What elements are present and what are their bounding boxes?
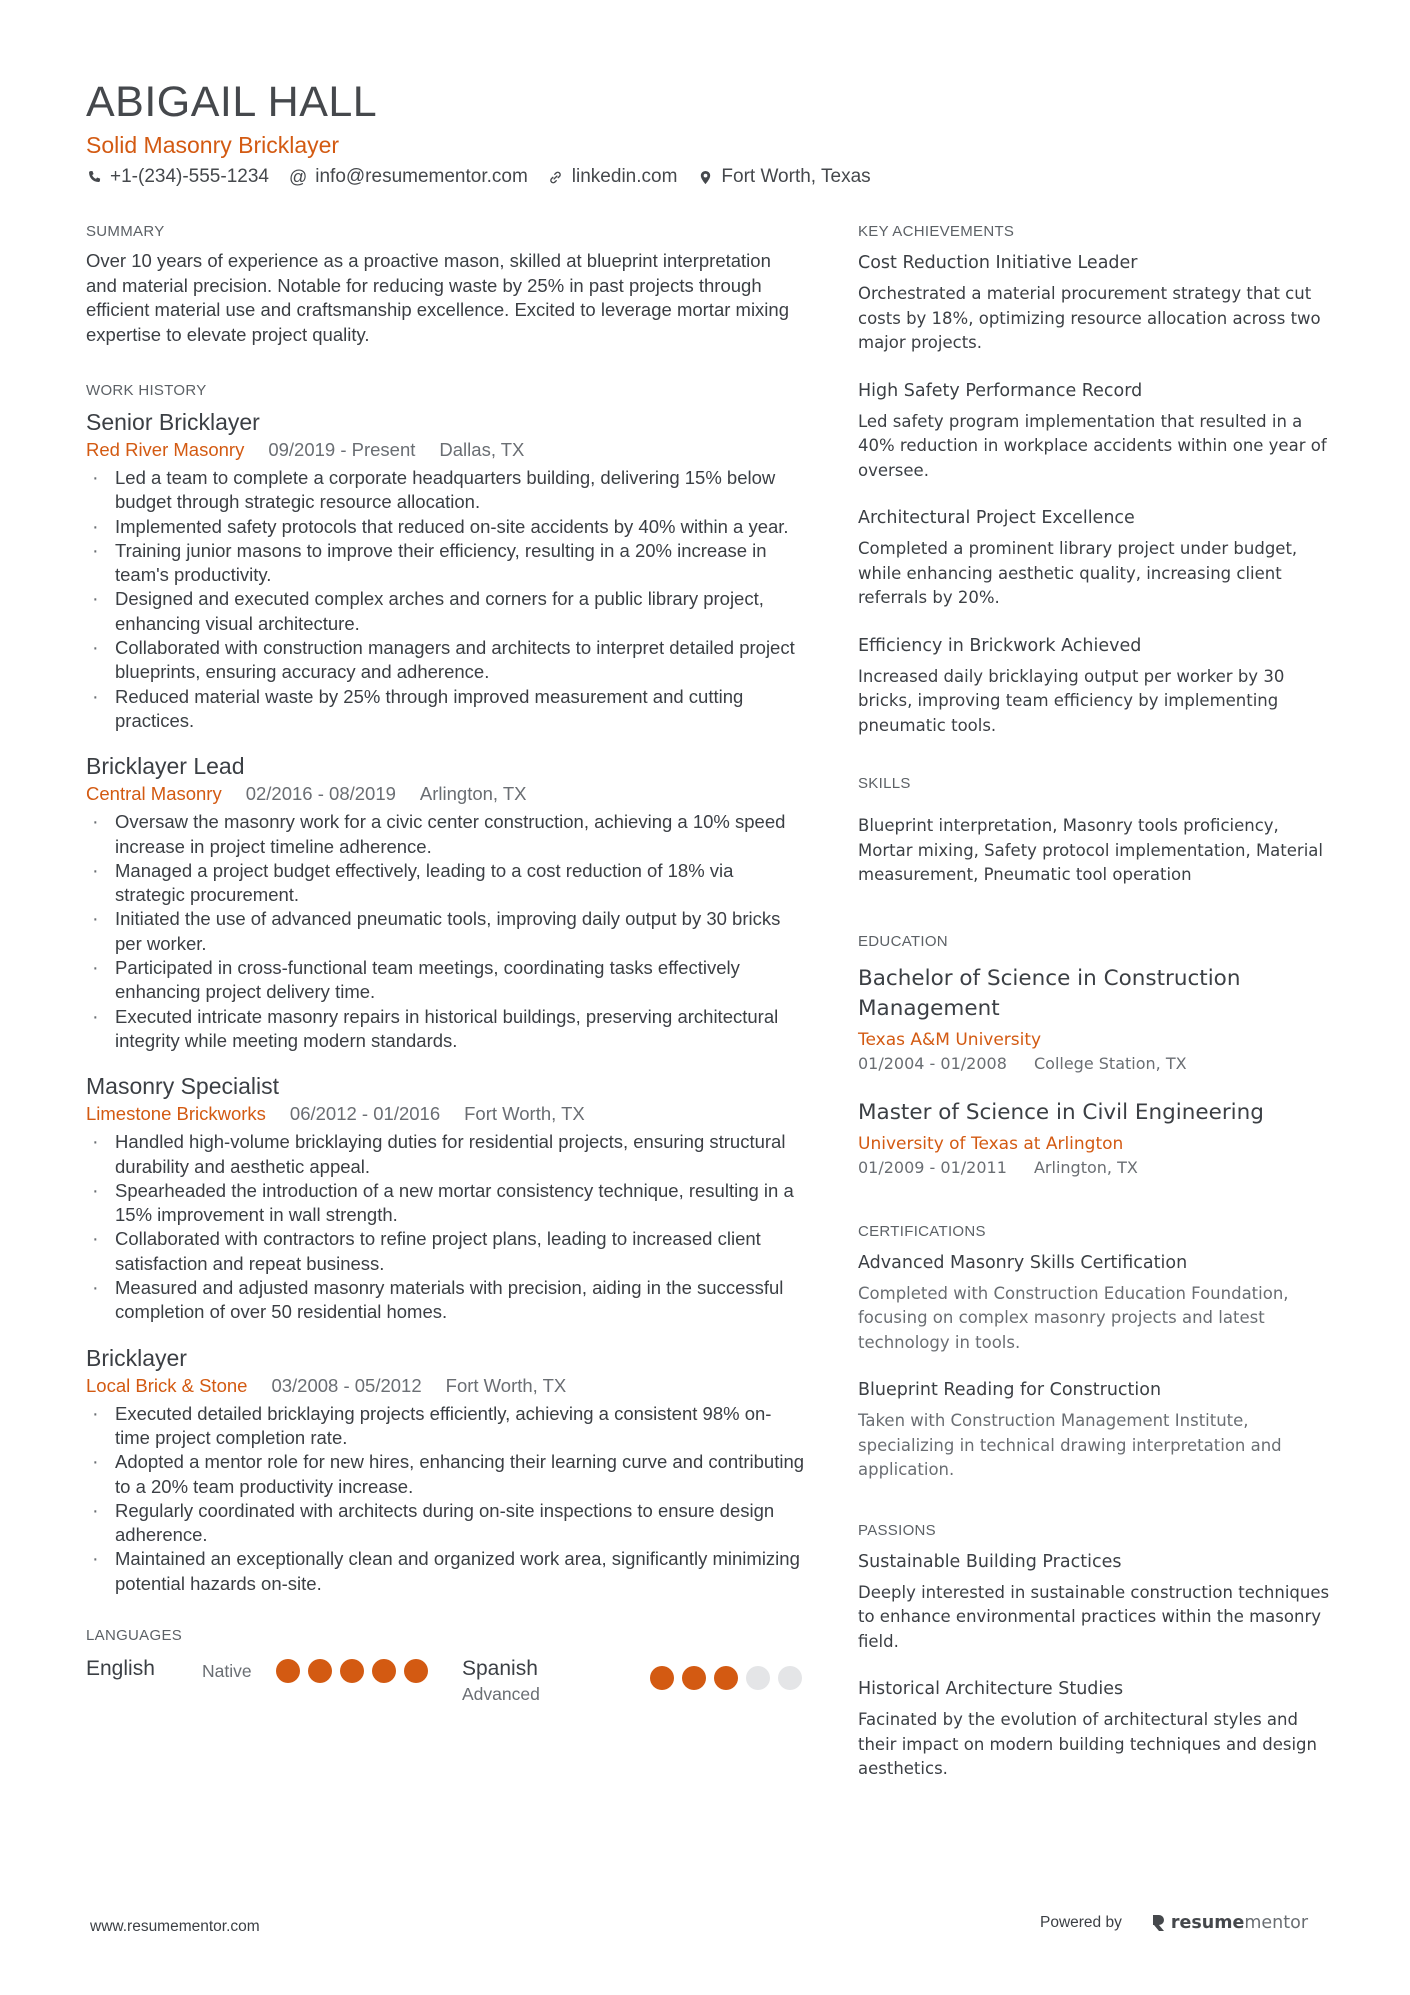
rating-dot-filled [714,1666,738,1690]
job-bullets [86,466,806,733]
phone-icon [86,169,102,185]
language-spanish [462,1656,540,1706]
summary-section [86,222,806,347]
contact-email[interactable] [289,166,528,188]
job-dates: 03/2008 - 05/2012 [271,1374,422,1396]
resume-header [86,76,1326,188]
job-meta [86,438,806,462]
passion-item [858,1676,1338,1782]
job-bullet: · Implemented safety protocols that reduced on-site accidents by 40% within a year. [86,515,806,539]
languages-heading: LANGUAGES [86,1626,183,1644]
contact-bar [86,166,1326,188]
job-bullet: · Handled high-volume bricklaying duties for residential projects, ensuring structural durability and aesthetic appeal. [86,1130,806,1179]
job-position: Bricklayer [86,1344,187,1371]
certification-item [858,1250,1338,1356]
contact-location [697,166,870,188]
achievement-title: High Safety Performance Record [858,380,1143,401]
achievement-desc: Completed a prominent library project under budget, while enhancing aesthetic quality, increasing client referrals by 20%. [858,539,1298,607]
job-bullet: · Reduced material waste by 25% through improved measurement and cutting practices. [86,685,806,734]
job-bullet: · Maintained an exceptionally clean and organized work area, significantly minimizing potential hazards on-site. [86,1547,806,1596]
brand-logo-icon [1152,1914,1166,1932]
passions-section [858,1521,1338,1782]
achievement-title: Cost Reduction Initiative Leader [858,253,1138,273]
job-position: Masonry Specialist [86,1073,280,1100]
work-history-heading: WORK HISTORY [86,382,207,399]
job-location: Fort Worth, TX [464,1103,585,1125]
contact-linkedin[interactable] [548,166,678,188]
job-meta [86,782,806,806]
education-heading: EDUCATION [858,932,948,950]
job-entry [86,1343,806,1596]
achievement-item [858,378,1338,484]
rating-dot-empty [746,1666,770,1690]
passion-title: Sustainable Building Practices [858,1551,1122,1572]
job-title: Solid Masonry Bricklayer [86,132,340,158]
at-icon: @ [288,166,308,187]
rating-dot-filled [276,1659,300,1683]
languages-section [86,1626,806,1706]
certification-desc: Completed with Construction Education Foundation, focusing on complex masonry projects and latest technology in tools. [858,1283,1289,1352]
job-entry [86,751,806,1053]
rating-dot-filled [340,1659,364,1683]
contact-linkedin-text: linkedin.com [571,166,678,187]
achievement-desc: Orchestrated a material procurement strategy that cut costs by 18%, optimizing resource allocation across two major projects. [858,284,1321,352]
job-bullet: · Regularly coordinated with architects during on-site inspections to ensure design adherence. [86,1499,806,1548]
certification-item [858,1377,1338,1483]
summary-text: Over 10 years of experience as a proactive mason, skilled at blueprint interpretation and material precision. Notable for reducing waste by 25% in past projects through efficient material use and craftsmanship excellence. Excited to leverage mortar mixing expertise to elevate project quality. [86,250,789,345]
language-rating [276,1659,436,1683]
achievement-item [858,505,1338,611]
education-degree: Master of Science in Civil Engineering [858,1099,1264,1125]
job-bullet: · Training junior masons to improve their efficiency, resulting in a 20% increase in team's productivity. [86,539,806,588]
languages-row [86,1656,806,1706]
footer-powered-by [1040,1913,1308,1933]
job-bullets [86,1402,806,1596]
job-entry [86,1071,806,1324]
job-bullet: · Executed detailed bricklaying projects efficiently, achieving a consistent 98% on-time project completion rate. [86,1402,806,1451]
contact-email-text: info@resumementor.com [315,166,528,187]
language-english [86,1656,155,1682]
job-location: Dallas, TX [439,439,525,460]
link-icon [548,169,564,185]
job-location: Fort Worth, TX [445,1374,567,1396]
skills-section [858,774,1338,888]
passion-desc: Facinated by the evolution of architectural styles and their impact on modern building techniques and design aesthetics. [858,1710,1317,1778]
job-bullet: · Participated in cross-functional team meetings, coordinating tasks effectively enhancing project delivery time. [86,956,806,1005]
education-meta [858,1052,1338,1076]
powered-by-label: Powered by [1040,1914,1122,1931]
language-name: Spanish [462,1656,538,1680]
job-company: Limestone Brickworks [86,1103,266,1125]
job-company: Central Masonry [86,783,222,805]
job-location: Arlington, TX [419,783,527,805]
education-item [858,964,1338,1076]
certifications-heading: CERTIFICATIONS [858,1222,986,1240]
education-school: Texas A&M University [858,1029,1042,1050]
contact-phone-text: +1-(234)-555-1234 [110,166,269,187]
certification-title: Blueprint Reading for Construction [858,1380,1162,1400]
certification-title: Advanced Masonry Skills Certification [858,1252,1188,1273]
job-bullet: · Collaborated with contractors to refine project plans, leading to increased client satisfaction and repeat business. [86,1227,806,1276]
achievement-title: Architectural Project Excellence [858,508,1135,528]
education-dates: 01/2004 - 01/2008 [858,1053,1007,1073]
job-meta [86,1374,806,1398]
job-company: Local Brick & Stone [86,1374,248,1396]
education-degree: Bachelor of Science in Construction Management [858,965,1241,1021]
job-bullet: · Adopted a mentor role for new hires, enhancing their learning curve and contributing to a 20% team productivity increase. [86,1450,806,1499]
job-dates: 09/2019 - Present [268,439,416,460]
achievement-title: Efficiency in Brickwork Achieved [858,635,1142,656]
education-school: University of Texas at Arlington [858,1133,1124,1154]
left-column [86,222,806,1706]
work-history-section [86,381,806,1596]
job-bullet: · Led a team to complete a corporate headquarters building, delivering 15% below budget through strategic resource allocation. [86,466,806,515]
language-level [202,1659,252,1683]
education-location: Arlington, TX [1033,1157,1138,1177]
rating-dot-filled [308,1659,332,1683]
education-section [858,932,1338,1180]
job-bullet: · Executed intricate masonry repairs in historical buildings, preserving architectural integrity while meeting modern standards. [86,1005,806,1054]
key-achievements-section [858,222,1338,738]
job-bullet: · Initiated the use of advanced pneumatic tools, improving daily output by 30 bricks per worker. [86,907,806,956]
education-meta [858,1156,1338,1180]
brand-logo[interactable] [1152,1913,1308,1933]
job-bullet: · Measured and adjusted masonry materials with precision, aiding in the successful completion of over 50 residential homes. [86,1276,806,1325]
education-item [858,1098,1338,1180]
right-column [858,222,1338,1782]
job-bullets [86,1130,806,1324]
brand-name-part2: mentor [1244,1913,1309,1933]
job-entry [86,407,806,733]
education-location: College Station, TX [1033,1053,1187,1073]
achievement-item [858,633,1338,739]
skills-text: Blueprint interpretation, Masonry tools proficiency, Mortar mixing, Safety protocol implementation, Material measurement, Pneumatic tool operation [858,816,1323,884]
job-dates: 02/2016 - 08/2019 [245,783,396,805]
rating-dot-filled [650,1666,674,1690]
brand-name-part1: resume [1170,1913,1245,1933]
key-achievements-heading: KEY ACHIEVEMENTS [858,223,1015,240]
job-position: Bricklayer Lead [86,753,245,780]
location-pin-icon [697,169,713,185]
summary-heading: SUMMARY [86,223,165,240]
job-bullets [86,810,806,1053]
skills-heading: SKILLS [858,775,911,792]
rating-dot-empty [778,1666,802,1690]
job-dates: 06/2012 - 01/2016 [289,1103,441,1125]
job-meta [86,1102,806,1126]
contact-phone[interactable] [86,166,269,188]
language-name: English [86,1656,155,1680]
language-level-text: Native [202,1660,252,1681]
job-bullet: · Spearheaded the introduction of a new mortar consistency technique, resulting in a 15% improvement in wall strength. [86,1179,806,1228]
education-dates: 01/2009 - 01/2011 [858,1157,1007,1177]
rating-dot-filled [372,1659,396,1683]
achievement-desc: Led safety program implementation that resulted in a 40% reduction in workplace accidents within one year of oversee. [858,411,1327,480]
achievement-desc: Increased daily bricklaying output per worker by 30 bricks, improving team efficiency by implementing pneumatic tools. [858,666,1285,735]
job-bullet: · Collaborated with construction managers and architects to interpret detailed project blueprints, ensuring accuracy and adherence. [86,636,806,685]
job-position: Senior Bricklayer [86,409,260,435]
passion-desc: Deeply interested in sustainable construction techniques to enhance environmental practices within the masonry field. [858,1582,1330,1651]
job-bullet: · Managed a project budget effectively, leading to a cost reduction of 18% via strategic procurement. [86,859,806,908]
job-bullet: · Designed and executed complex arches and corners for a public library project, enhancing visual architecture. [86,587,806,636]
achievement-item [858,250,1338,356]
job-company: Red River Masonry [86,439,245,460]
contact-location-text: Fort Worth, Texas [721,166,871,187]
rating-dot-filled [682,1666,706,1690]
footer-website[interactable]: www.resumementor.com [90,1918,260,1935]
job-bullet: · Oversaw the masonry work for a civic center construction, achieving a 10% speed increase in project timeline adherence. [86,810,806,859]
rating-dot-filled [404,1659,428,1683]
language-rating [650,1666,810,1690]
language-level-text: Advanced [462,1683,540,1704]
passion-item [858,1549,1338,1655]
passion-title: Historical Architecture Studies [858,1679,1124,1699]
candidate-name: ABIGAIL HALL [86,78,378,126]
passions-heading: PASSIONS [858,1521,936,1539]
certifications-section [858,1222,1338,1483]
certification-desc: Taken with Construction Management Institute, specializing in technical drawing interpretation and application. [858,1411,1282,1479]
